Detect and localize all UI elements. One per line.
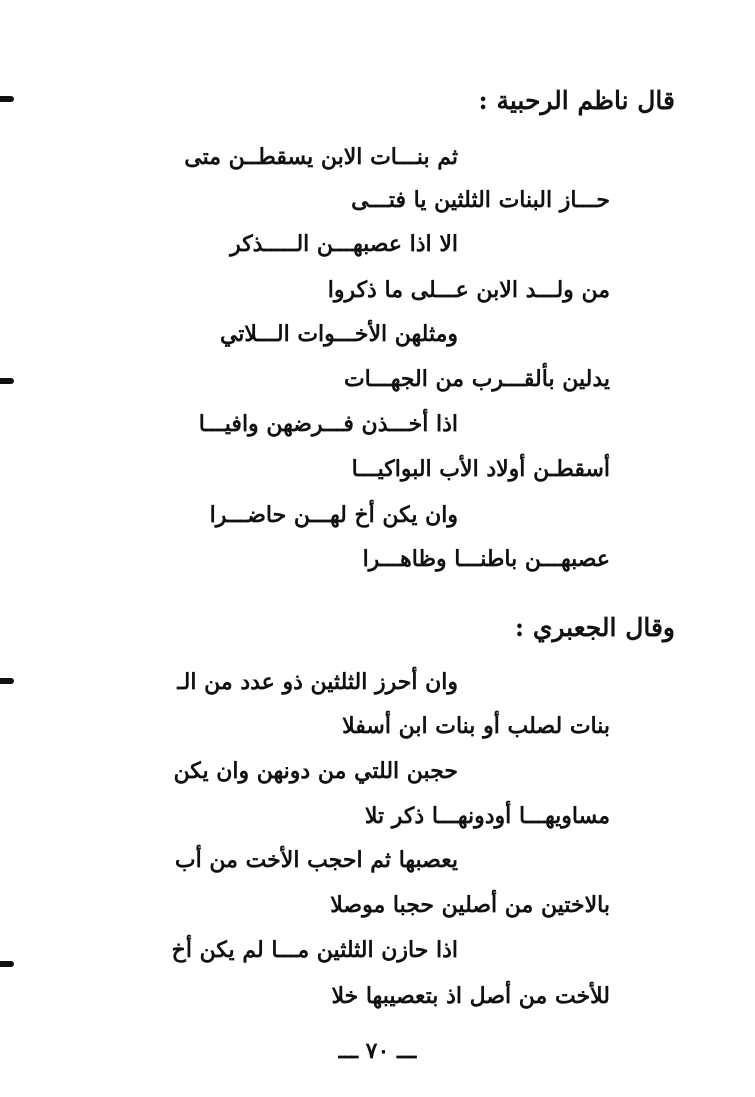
page-number: ـــ ٧٠ ـــ	[338, 1038, 417, 1064]
section-heading-rahbiyya: قال ناظم الرحبية :	[478, 86, 675, 115]
verse-line: وان أحرز الثلثين ذو عدد من الـ	[177, 669, 458, 695]
verse-line: للأخت من أصل اذ بتعصيبها خلا	[331, 983, 610, 1009]
binding-mark	[0, 96, 14, 102]
verse-line: وان يكن أخ لهـــن حاضـــرا	[209, 502, 458, 528]
verse-line: اذا حازن الثلثين مـــا لم يكن أخ	[171, 937, 458, 963]
verse-line: أسقطـن أولاد الأب البواكيـــا	[351, 456, 610, 482]
verse-line: بالاختين من أصلين حجبا موصلا	[330, 892, 610, 918]
verse-line: مساويهـــا أودونهـــا ذكر تلا	[364, 803, 610, 829]
verse-line: يعصبها ثم احجب الأخت من أب	[174, 847, 458, 873]
verse-line: من ولـــد الابن عـــلى ما ذكروا	[327, 277, 610, 303]
section-heading-jabari: وقال الجعبري :	[514, 613, 675, 642]
verse-line: حجبن اللتي من دونهن وان يكن	[173, 758, 458, 784]
binding-mark	[0, 678, 14, 684]
verse-line: عصبهـــن باطنـــا وظاهـــرا	[362, 546, 610, 572]
binding-mark	[0, 961, 14, 967]
verse-line: الا اذا عصبهـــن الـــــذكر	[230, 231, 458, 257]
verse-line: ثم بنـــات الابن يسقطــن متى	[184, 144, 458, 170]
verse-line: ومثلهن الأخـــوات الـــلاتي	[219, 321, 458, 347]
verse-line: حـــاز البنات الثلثين يا فتـــى	[351, 187, 610, 213]
binding-mark	[0, 378, 14, 384]
verse-line: اذا أخـــذن فـــرضهن وافيـــا	[198, 411, 458, 437]
verse-line: بنات لصلب أو بنات ابن أسفلا	[342, 713, 610, 739]
verse-line: يدلين بألقـــرب من الجهـــات	[343, 366, 610, 392]
